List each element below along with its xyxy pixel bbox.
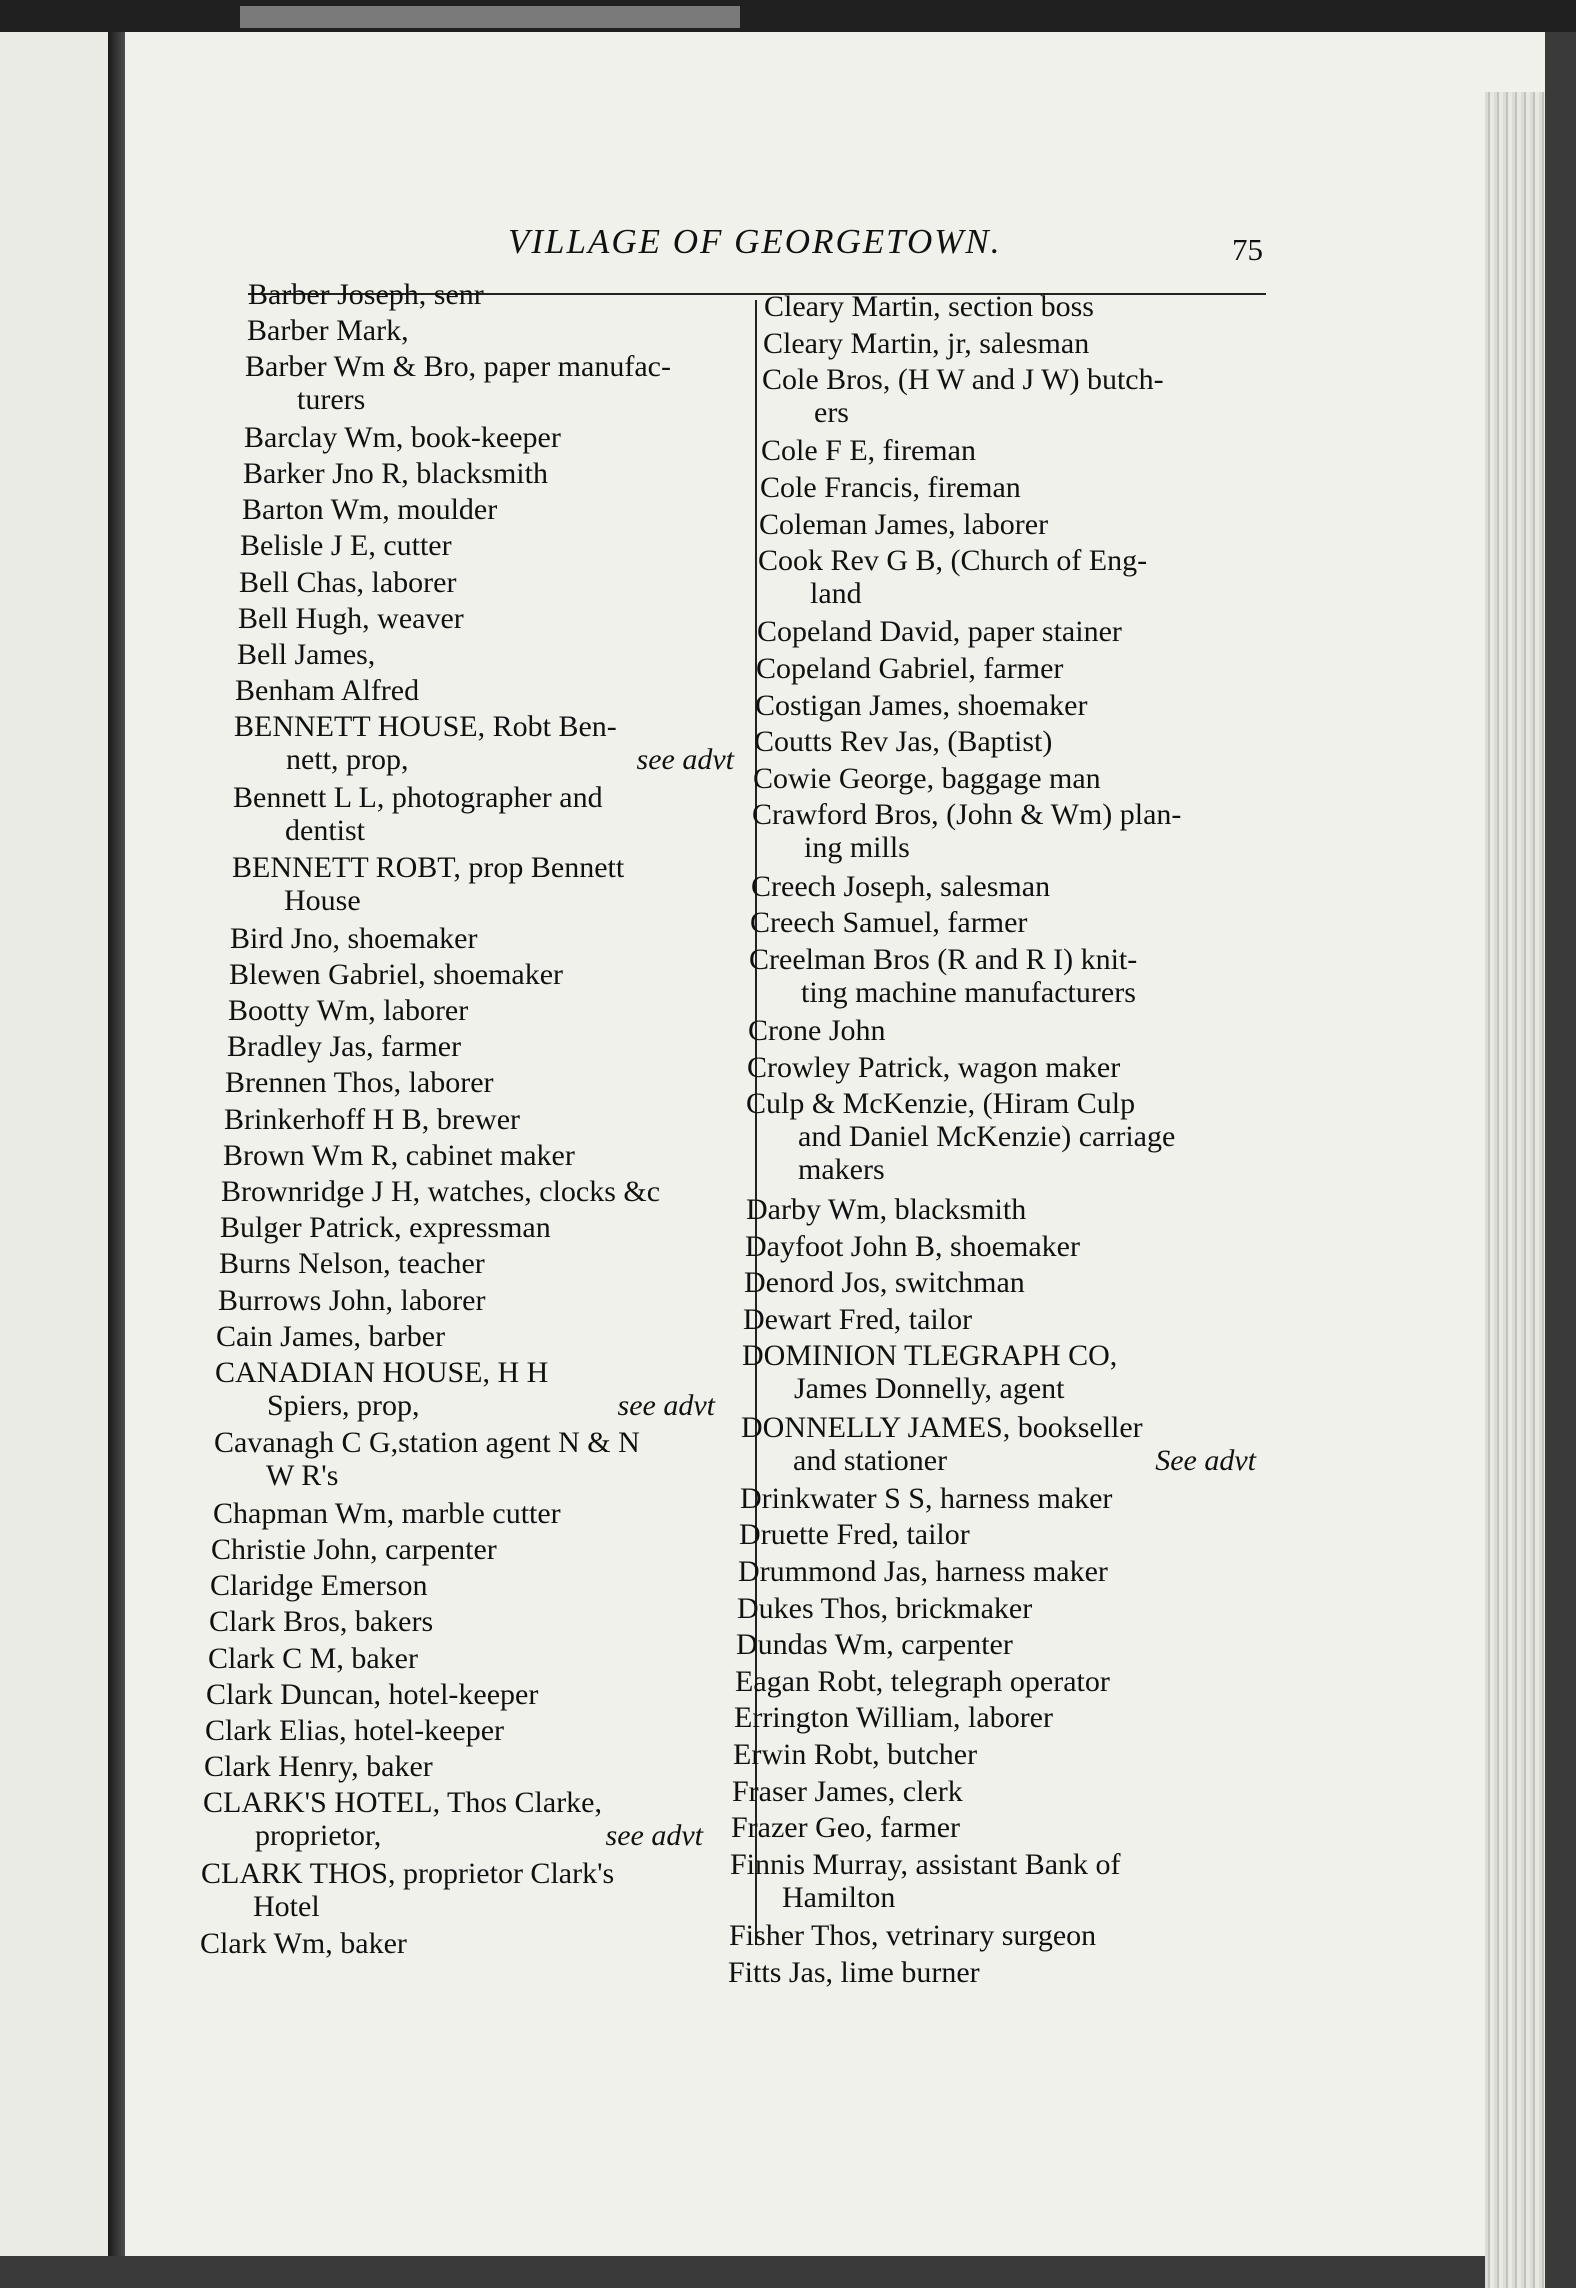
directory-entry bbox=[761, 434, 1276, 467]
directory-entry bbox=[747, 1051, 1262, 1084]
directory-entry bbox=[204, 1750, 704, 1783]
entry-continuation-line: proprietor, see advt bbox=[255, 1819, 703, 1852]
entry-name-line: Copeland David, paper stainer bbox=[757, 615, 1122, 648]
directory-entry bbox=[201, 1857, 701, 1923]
entry-name-line: Drinkwater S S, harness maker bbox=[740, 1482, 1113, 1515]
directory-entry bbox=[228, 994, 728, 1027]
entry-continuation-line: ting machine manufacturers bbox=[801, 976, 1136, 1009]
directory-entry bbox=[764, 290, 1279, 323]
entry-name-line: Dewart Fred, tailor bbox=[743, 1303, 973, 1336]
entry-continuation-line: House bbox=[284, 884, 361, 917]
entry-name-line: Fisher Thos, vetrinary surgeon bbox=[729, 1919, 1097, 1952]
directory-entry bbox=[224, 1103, 724, 1136]
directory-entry bbox=[247, 314, 747, 347]
directory-entry bbox=[220, 1211, 720, 1244]
entry-name-line: Frazer Geo, farmer bbox=[731, 1811, 961, 1844]
entry-name-line: Bennett L L, photographer and bbox=[233, 781, 603, 814]
entry-continuation-line: ing mills bbox=[804, 831, 910, 864]
entry-name-line: Fraser James, clerk bbox=[732, 1775, 963, 1808]
entry-name-line: Eagan Robt, telegraph operator bbox=[735, 1665, 1110, 1698]
directory-entry bbox=[239, 566, 739, 599]
directory-entry bbox=[750, 906, 1265, 939]
directory-entry bbox=[728, 1956, 1243, 1989]
directory-entry bbox=[760, 471, 1275, 504]
entry-name-line: Crowley Patrick, wagon maker bbox=[747, 1051, 1121, 1084]
entry-name-line: Dukes Thos, brickmaker bbox=[737, 1592, 1033, 1625]
directory-entry bbox=[209, 1605, 709, 1638]
directory-entry bbox=[742, 1339, 1257, 1405]
directory-entry bbox=[221, 1175, 721, 1208]
entry-name-line: Benham Alfred bbox=[235, 674, 420, 707]
directory-entry bbox=[754, 725, 1269, 758]
entry-name-line: CLARK THOS, proprietor Clark's bbox=[201, 1857, 615, 1890]
entry-name-line: Claridge Emerson bbox=[210, 1569, 428, 1602]
see-advt-note: see advt bbox=[617, 1389, 715, 1422]
directory-entry bbox=[746, 1193, 1261, 1226]
entry-name-line: Clark Duncan, hotel-keeper bbox=[206, 1678, 539, 1711]
entry-name-line: Chapman Wm, marble cutter bbox=[213, 1497, 561, 1530]
entry-name-line: Coutts Rev Jas, (Baptist) bbox=[754, 725, 1053, 758]
directory-entry bbox=[744, 1266, 1259, 1299]
entry-continuation-line: James Donnelly, agent bbox=[794, 1372, 1065, 1405]
entry-name-line: Darby Wm, blacksmith bbox=[746, 1193, 1027, 1226]
directory-entry bbox=[229, 958, 729, 991]
entry-name-line: Costigan James, shoemaker bbox=[755, 689, 1088, 722]
entry-name-line: Burns Nelson, teacher bbox=[219, 1247, 485, 1280]
entry-name-line: Drummond Jas, harness maker bbox=[738, 1555, 1108, 1588]
directory-entry bbox=[234, 710, 734, 776]
entry-continuation-line: dentist bbox=[285, 814, 365, 847]
directory-entry bbox=[753, 762, 1268, 795]
entry-continuation-line: Spiers, prop, see advt bbox=[267, 1389, 715, 1422]
entry-name-line: Coleman James, laborer bbox=[759, 508, 1049, 541]
entry-name-line: Barton Wm, moulder bbox=[242, 493, 498, 526]
directory-entry bbox=[736, 1628, 1251, 1661]
entry-name-line: Creelman Bros (R and R I) knit- bbox=[749, 943, 1138, 976]
directory-entry bbox=[230, 922, 730, 955]
entry-name-line: Cole Francis, fireman bbox=[760, 471, 1021, 504]
entry-continuation-line: W R's bbox=[266, 1459, 339, 1492]
directory-entry bbox=[755, 689, 1270, 722]
directory-entry bbox=[759, 508, 1274, 541]
entry-name-line: Copeland Gabriel, farmer bbox=[756, 652, 1064, 685]
directory-entry bbox=[210, 1569, 710, 1602]
directory-entry bbox=[200, 1927, 700, 1960]
directory-entry bbox=[748, 1014, 1263, 1047]
directory-entry bbox=[205, 1714, 705, 1747]
entry-name-line: Clark Wm, baker bbox=[200, 1927, 407, 1960]
entry-name-line: Barber Wm & Bro, paper manufac- bbox=[245, 350, 671, 383]
entry-name-line: Cleary Martin, jr, salesman bbox=[763, 327, 1090, 360]
entry-name-line: Cain James, barber bbox=[216, 1320, 446, 1353]
see-advt-note: see advt bbox=[636, 743, 734, 776]
directory-entry bbox=[218, 1284, 718, 1317]
entry-name-line: Clark C M, baker bbox=[208, 1642, 418, 1675]
directory-entry bbox=[737, 1592, 1252, 1625]
running-head: VILLAGE OF GEORGETOWN. bbox=[508, 222, 1002, 261]
entry-name-line: Creech Joseph, salesman bbox=[751, 870, 1051, 903]
entry-name-line: Fitts Jas, lime burner bbox=[728, 1956, 980, 1989]
entry-continuation-line: Hamilton bbox=[782, 1881, 896, 1914]
entry-name-line: Finnis Murray, assistant Bank of bbox=[730, 1848, 1121, 1881]
directory-entry bbox=[735, 1665, 1250, 1698]
directory-entry bbox=[739, 1518, 1254, 1551]
entry-name-line: Clark Elias, hotel-keeper bbox=[205, 1714, 505, 1747]
entry-name-line: Cavanagh C G,station agent N & N bbox=[214, 1426, 640, 1459]
directory-entry bbox=[734, 1701, 1249, 1734]
directory-entry bbox=[245, 350, 745, 416]
directory-entry bbox=[762, 363, 1277, 429]
page-number: 75 bbox=[1232, 232, 1263, 267]
directory-entry bbox=[756, 652, 1271, 685]
directory-entry bbox=[752, 798, 1267, 864]
entry-name-line: Clark Henry, baker bbox=[204, 1750, 433, 1783]
directory-entry bbox=[758, 544, 1273, 610]
entry-name-line: Bulger Patrick, expressman bbox=[220, 1211, 551, 1244]
see-advt-note: see advt bbox=[605, 1819, 703, 1852]
directory-entry bbox=[729, 1919, 1244, 1952]
directory-entry bbox=[203, 1786, 703, 1852]
directory-entry bbox=[225, 1066, 725, 1099]
directory-entry bbox=[243, 457, 743, 490]
directory-entry bbox=[238, 602, 738, 635]
directory-entry bbox=[751, 870, 1266, 903]
entry-continuation-line: nett, prop, see advt bbox=[286, 743, 734, 776]
directory-entry bbox=[248, 278, 748, 311]
directory-entry bbox=[733, 1738, 1248, 1771]
previous-page-edge bbox=[0, 30, 108, 2256]
entry-name-line: Culp & McKenzie, (Hiram Culp bbox=[746, 1087, 1136, 1120]
entry-continuation-line: Hotel bbox=[253, 1890, 320, 1923]
entry-name-line: Brown Wm R, cabinet maker bbox=[223, 1139, 575, 1172]
directory-entry bbox=[235, 674, 735, 707]
page-stack-edge bbox=[1485, 92, 1545, 2288]
entry-name-line: Bradley Jas, farmer bbox=[227, 1030, 462, 1063]
entry-name-line: Crawford Bros, (John & Wm) plan- bbox=[752, 798, 1182, 831]
directory-entry bbox=[743, 1303, 1258, 1336]
entry-name-line: Burrows John, laborer bbox=[218, 1284, 486, 1317]
entry-name-line: Barclay Wm, book-keeper bbox=[244, 421, 561, 454]
entry-name-line: Bell Hugh, weaver bbox=[238, 602, 464, 635]
see-advt-note: See advt bbox=[1155, 1444, 1256, 1477]
entry-name-line: Bootty Wm, laborer bbox=[228, 994, 469, 1027]
directory-entry bbox=[227, 1030, 727, 1063]
directory-entry bbox=[749, 943, 1264, 1009]
entry-name-line: Brennen Thos, laborer bbox=[225, 1066, 494, 1099]
directory-entry bbox=[763, 327, 1278, 360]
entry-name-line: DOMINION TLEGRAPH CO, bbox=[742, 1339, 1118, 1372]
entry-name-line: Brinkerhoff H B, brewer bbox=[224, 1103, 521, 1136]
directory-entry bbox=[206, 1678, 706, 1711]
directory-entry bbox=[240, 529, 740, 562]
entry-name-line: CLARK'S HOTEL, Thos Clarke, bbox=[203, 1786, 602, 1819]
directory-entry bbox=[208, 1642, 708, 1675]
entry-name-line: Clark Bros, bakers bbox=[209, 1605, 434, 1638]
entry-name-line: Brownridge J H, watches, clocks &c bbox=[221, 1175, 661, 1208]
entry-continuation-line: turers bbox=[297, 383, 366, 416]
entry-name-line: Crone John bbox=[748, 1014, 886, 1047]
directory-entry bbox=[233, 781, 733, 847]
directory-entry bbox=[741, 1411, 1256, 1477]
directory-entry bbox=[244, 421, 744, 454]
entry-name-line: Cook Rev G B, (Church of Eng- bbox=[758, 544, 1148, 577]
entry-name-line: BENNETT HOUSE, Robt Ben- bbox=[234, 710, 617, 743]
scan-top-strip bbox=[0, 0, 1576, 32]
directory-entry bbox=[757, 615, 1272, 648]
directory-entry bbox=[745, 1230, 1260, 1263]
entry-name-line: Bird Jno, shoemaker bbox=[230, 922, 478, 955]
directory-entry bbox=[731, 1811, 1246, 1844]
directory-entry bbox=[223, 1139, 723, 1172]
directory-entry bbox=[213, 1497, 713, 1530]
directory-entry bbox=[730, 1848, 1245, 1914]
directory-entry bbox=[746, 1087, 1261, 1186]
directory-entry bbox=[237, 638, 737, 671]
directory-entry bbox=[214, 1426, 714, 1492]
entry-continuation-line: land bbox=[810, 577, 862, 610]
entry-continuation-line: and Daniel McKenzie) carriage bbox=[798, 1120, 1176, 1153]
entry-name-line: Barber Mark, bbox=[247, 314, 409, 347]
entry-name-line: Cowie George, baggage man bbox=[753, 762, 1101, 795]
entry-name-line: Denord Jos, switchman bbox=[744, 1266, 1025, 1299]
directory-entry bbox=[219, 1247, 719, 1280]
entry-name-line: Cole F E, fireman bbox=[761, 434, 976, 467]
directory-entry bbox=[216, 1320, 716, 1353]
entry-name-line: Barber Joseph, senr bbox=[248, 278, 484, 311]
directory-entry bbox=[740, 1482, 1255, 1515]
directory-entry bbox=[738, 1555, 1253, 1588]
entry-name-line: Cole Bros, (H W and J W) butch- bbox=[762, 363, 1164, 396]
entry-name-line: Errington William, laborer bbox=[734, 1701, 1053, 1734]
entry-name-line: Erwin Robt, butcher bbox=[733, 1738, 978, 1771]
entry-name-line: Dundas Wm, carpenter bbox=[736, 1628, 1013, 1661]
directory-entry bbox=[732, 1775, 1247, 1808]
entry-continuation-line: and stationer See advt bbox=[793, 1444, 1256, 1477]
directory-entry bbox=[211, 1533, 711, 1566]
entry-name-line: Creech Samuel, farmer bbox=[750, 906, 1028, 939]
entry-name-line: Christie John, carpenter bbox=[211, 1533, 497, 1566]
directory-entry bbox=[215, 1356, 715, 1422]
entry-name-line: BENNETT ROBT, prop Bennett bbox=[232, 851, 625, 884]
entry-name-line: Bell James, bbox=[237, 638, 376, 671]
entry-continuation-line: makers bbox=[798, 1153, 885, 1186]
directory-entry bbox=[242, 493, 742, 526]
entry-name-line: DONNELLY JAMES, bookseller bbox=[741, 1411, 1143, 1444]
entry-name-line: Cleary Martin, section boss bbox=[764, 290, 1094, 323]
entry-name-line: Dayfoot John B, shoemaker bbox=[745, 1230, 1080, 1263]
entry-name-line: Blewen Gabriel, shoemaker bbox=[229, 958, 564, 991]
entry-name-line: Druette Fred, tailor bbox=[739, 1518, 970, 1551]
entry-name-line: Barker Jno R, blacksmith bbox=[243, 457, 548, 490]
entry-name-line: Belisle J E, cutter bbox=[240, 529, 452, 562]
directory-entry bbox=[232, 851, 732, 917]
entry-name-line: Bell Chas, laborer bbox=[239, 566, 457, 599]
entry-continuation-line: ers bbox=[814, 396, 849, 429]
entry-name-line: CANADIAN HOUSE, H H bbox=[215, 1356, 549, 1389]
